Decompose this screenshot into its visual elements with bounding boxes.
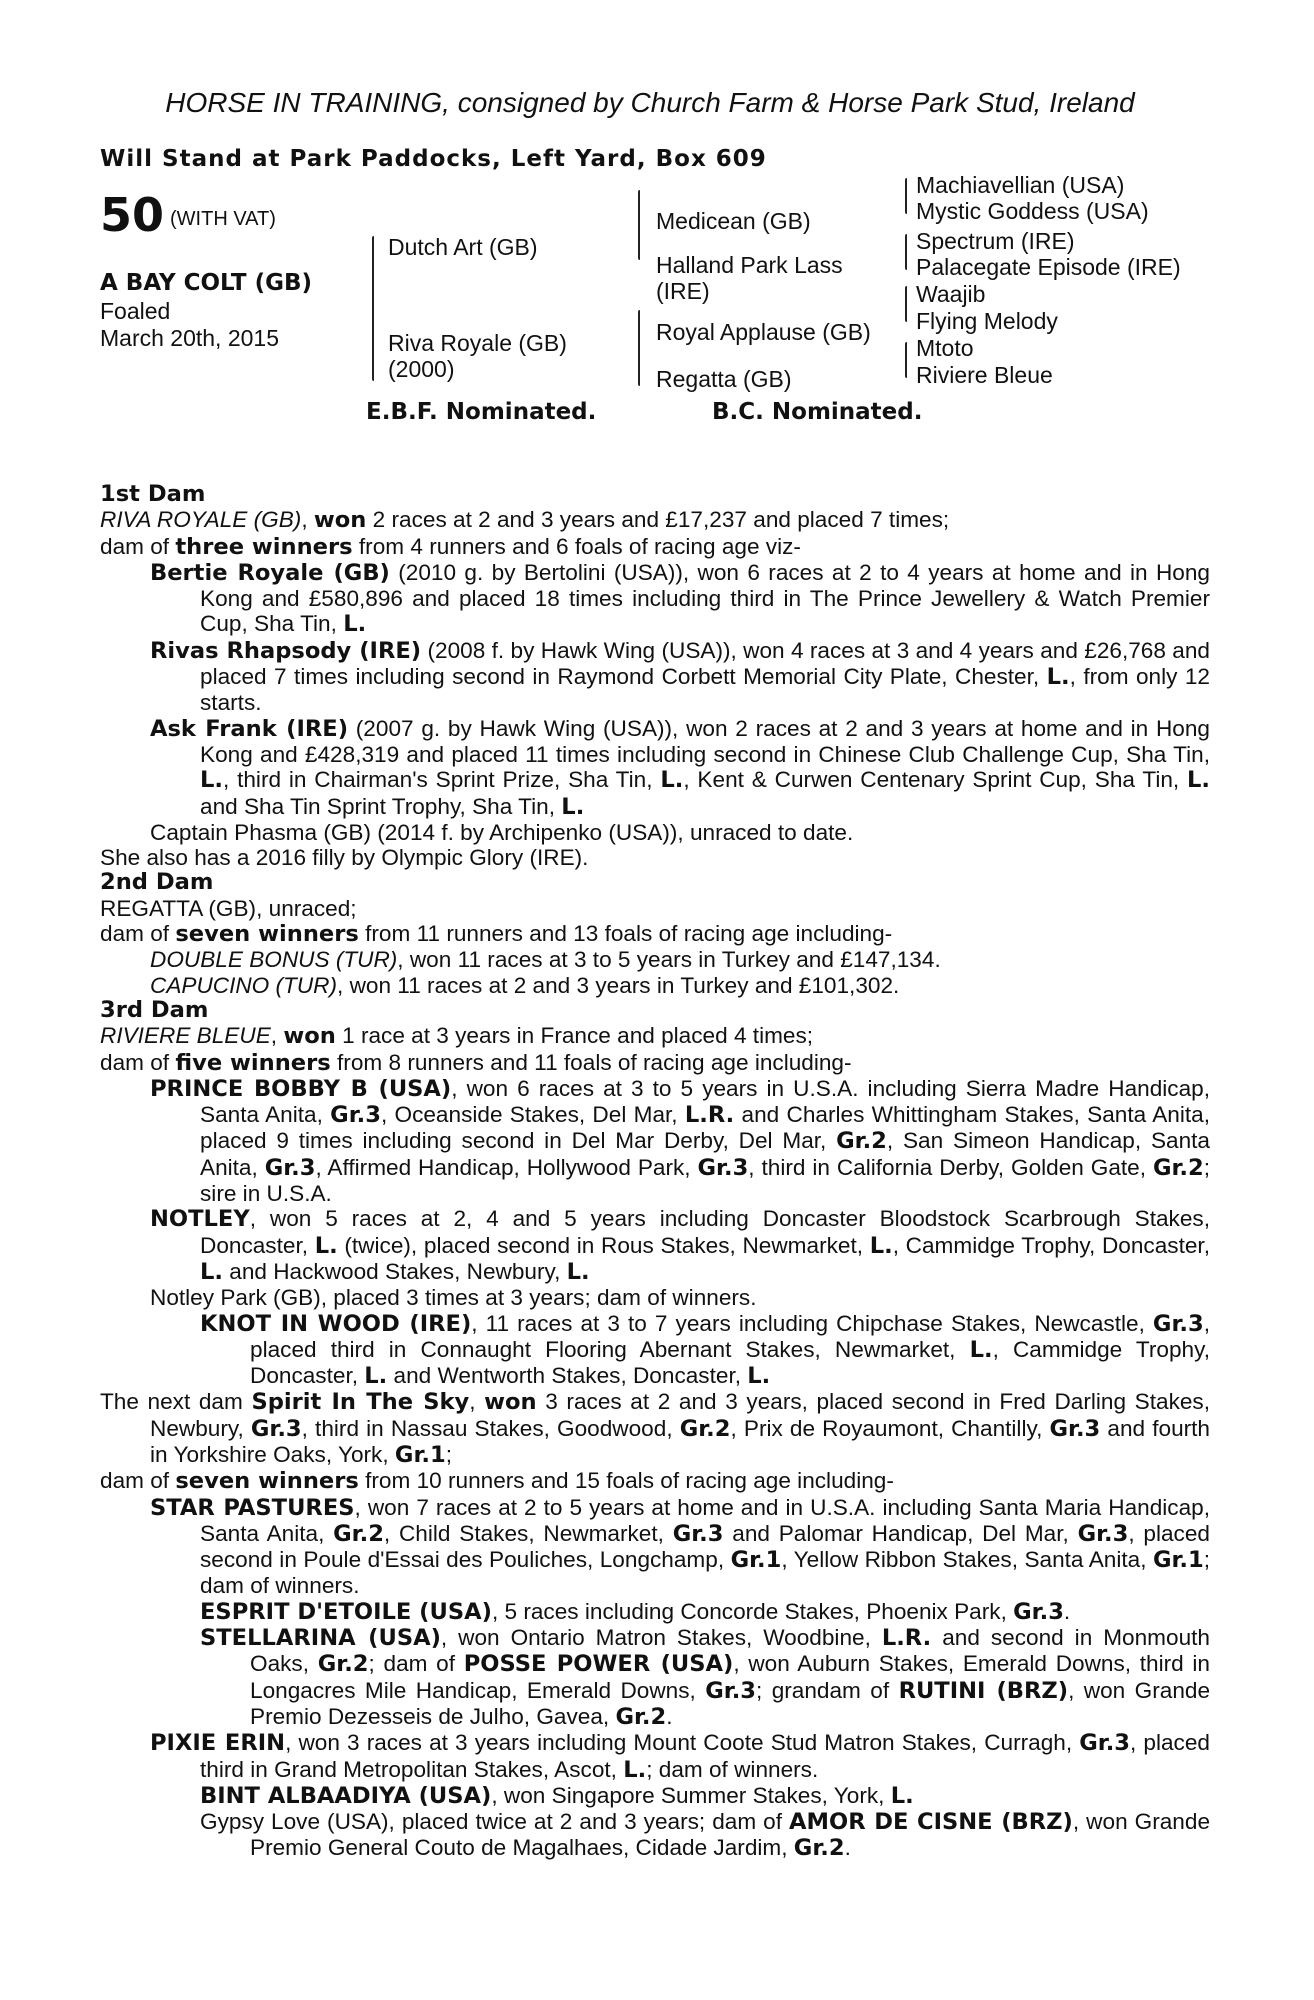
next-dam-produce: dam of seven winners from 10 runners and 15 foals of racing age including-: [100, 1468, 894, 1495]
vat-label: (WITH VAT): [170, 208, 276, 230]
catalogue-page: [100, 86, 1210, 1862]
stand-location: Will Stand at Park Paddocks, Left Yard, Box 609: [100, 146, 767, 172]
page-title: HORSE IN TRAINING, consigned by Church Farm & Horse Park Stud, Ireland: [165, 87, 1135, 118]
first-dam-heading: 1st Dam: [100, 481, 206, 507]
dam-parents-bracket: [638, 310, 640, 386]
gg-4: Palacegate Episode (IRE): [916, 254, 1181, 280]
foaled-label: Foaled: [100, 298, 171, 324]
gg-6: Flying Melody: [916, 308, 1058, 334]
list-item: Gypsy Love (USA), placed twice at 2 and 3 years; dam of AMOR DE CISNE (BRZ), won Grande Premio General Couto de Magalhaes, Cidade Jardim, Gr.2.: [200, 1809, 1211, 1862]
gg-7: Mtoto: [916, 335, 974, 361]
first-dam-produce: dam of three winners from 4 runners and 6 foals of racing age viz-: [100, 533, 801, 560]
lot-number: 50: [100, 188, 165, 242]
gg-3: Spectrum (IRE): [916, 228, 1075, 254]
dam-dam: Regatta (GB): [656, 366, 792, 392]
gg-8: Riviere Bleue: [916, 362, 1053, 388]
bracket-3: [905, 286, 907, 322]
list-item: Notley Park (GB), placed 3 times at 3 years; dam of winners.: [150, 1285, 757, 1311]
foaled-date: March 20th, 2015: [100, 325, 280, 351]
gg-1: Machiavellian (USA): [916, 172, 1125, 198]
first-dam-line: RIVA ROYALE (GB), won 2 races at 2 and 3 years and £17,237 and placed 7 times;: [100, 507, 950, 534]
lot-number-line: [100, 188, 276, 242]
list-item: CAPUCINO (TUR), won 11 races at 2 and 3 years in Turkey and £101,302.: [150, 972, 900, 998]
produce-record: [100, 482, 1210, 1862]
dam: Riva Royale (GB): [388, 330, 567, 356]
list-item: DOUBLE BONUS (TUR), won 11 races at 3 to 5 years in Turkey and £147,134.: [150, 947, 941, 973]
sire-dam-bracket: [372, 236, 374, 381]
list-item: Bertie Royale (GB) (2010 g. by Bertolini (USA)), won 6 races at 2 to 4 years at home and in Hong Kong and £580,896 and placed 18 times including third in The Prince Jewellery & Watch Premier Cup, Sha Tin, L.: [150, 559, 1211, 638]
bc-nominated: B.C. Nominated.: [712, 399, 923, 425]
bracket-4: [905, 342, 907, 378]
filly-note: She also has a 2016 filly by Olympic Glory (IRE).: [100, 845, 589, 871]
dam-year: (2000): [388, 356, 455, 382]
sire-parents-bracket: [638, 190, 640, 260]
list-item: Rivas Rhapsody (IRE) (2008 f. by Hawk Wing (USA)), won 4 races at 3 and 4 years and £26,768 and placed 7 times including second in Raymond Corbett Memorial City Plate, Chester, L., from only 12 starts.: [150, 637, 1210, 716]
gg-5: Waajib: [916, 281, 986, 307]
sire-dam: Halland Park Lass: [656, 252, 843, 278]
gg-2: Mystic Goddess (USA): [916, 198, 1149, 224]
list-item: STAR PASTURES, won 7 races at 2 to 5 years at home and in U.S.A. including Santa Maria Handicap, Santa Anita, Gr.2, Child Stakes, Newmarket, Gr.3 and Palomar Handicap, Del Mar, Gr.3, placed second in Poule d'Essai des Pouliches, Longchamp, Gr.1, Yellow Ribbon Stakes, Santa Anita, Gr.1; dam of winners.: [150, 1494, 1210, 1599]
horse-name: A BAY COLT (GB): [100, 270, 313, 296]
list-item: ESPRIT D'ETOILE (USA), 5 races including Concorde Stakes, Phoenix Park, Gr.3.: [200, 1598, 1071, 1625]
bracket-2: [905, 234, 907, 270]
list-item: PIXIE ERIN, won 3 races at 3 years including Mount Coote Stud Matron Stakes, Curragh, Gr.3, placed third in Grand Metropolitan Stakes, Ascot, L.; dam of winners.: [150, 1730, 1210, 1783]
bracket-1: [905, 178, 907, 214]
list-item: STELLARINA (USA), won Ontario Matron Stakes, Woodbine, L.R. and second in Monmouth Oaks, Gr.2; dam of POSSE POWER (USA), won Auburn Stakes, Emerald Downs, third in Longacres Mile Handicap, Emerald Downs, Gr.3; grandam of RUTINI (BRZ), won Grande Premio Dezesseis de Julho, Gavea, Gr.2.: [200, 1625, 1211, 1730]
sire-sire: Medicean (GB): [656, 208, 811, 234]
second-dam-produce: dam of seven winners from 11 runners and 13 foals of racing age including-: [100, 921, 893, 948]
third-dam-line: RIVIERE BLEUE, won 1 race at 3 years in France and placed 4 times;: [100, 1023, 814, 1050]
list-item: KNOT IN WOOD (IRE), 11 races at 3 to 7 years including Chipchase Stakes, Newcastle, Gr.3, placed third in Connaught Flooring Abernant Stakes, Newmarket, L., Cammidge Trophy, Doncaster, L. and Wentworth Stakes, Doncaster, L.: [200, 1310, 1210, 1390]
list-item: BINT ALBAADIYA (USA), won Singapore Summer Stakes, York, L.: [200, 1782, 914, 1809]
list-item: Captain Phasma (GB) (2014 f. by Archipenko (USA)), unraced to date.: [150, 819, 854, 845]
next-dam-line: The next dam Spirit In The Sky, won 3 races at 2 and 3 years, placed second in Fred Darling Stakes, Newbury, Gr.3, third in Nassau Stakes, Goodwood, Gr.2, Prix de Royaumont, Chantilly, Gr.3 and fourth in Yorkshire Oaks, York, Gr.1;: [100, 1389, 1211, 1468]
sire-dam-suffix: (IRE): [656, 278, 710, 304]
pedigree-table: [100, 172, 1210, 482]
list-item: Ask Frank (IRE) (2007 g. by Hawk Wing (USA)), won 2 races at 2 and 3 years at home and in Hong Kong and £428,319 and placed 11 times including second in Chinese Club Challenge Cup, Sha Tin, L., third in Chairman's Sprint Prize, Sha Tin, L., Kent & Curwen Centenary Sprint Cup, Sha Tin, L. and Sha Tin Sprint Trophy, Sha Tin, L.: [150, 715, 1211, 820]
second-dam-line: REGATTA (GB), unraced;: [100, 895, 357, 921]
sire: Dutch Art (GB): [388, 234, 538, 260]
third-dam-produce: dam of five winners from 8 runners and 11 foals of racing age including-: [100, 1049, 852, 1076]
list-item: NOTLEY, won 5 races at 2, 4 and 5 years including Doncaster Bloodstock Scarbrough Stakes, Doncaster, L. (twice), placed second in Rous Stakes, Newmarket, L., Cammidge Trophy, Doncaster, L. and Hackwood Stakes, Newbury, L.: [150, 1206, 1210, 1285]
list-item: PRINCE BOBBY B (USA), won 6 races at 3 to 5 years in U.S.A. including Sierra Madre Handicap, Santa Anita, Gr.3, Oceanside Stakes, Del Mar, L.R. and Charles Whittingham Stakes, Santa Anita, placed 9 times including second in Del Mar Derby, Del Mar, Gr.2, San Simeon Handicap, Santa Anita, Gr.3, Affirmed Handicap, Hollywood Park, Gr.3, third in California Derby, Golden Gate, Gr.2; sire in U.S.A.: [150, 1075, 1211, 1207]
second-dam-heading: 2nd Dam: [100, 869, 214, 896]
ebf-nominated: E.B.F. Nominated.: [366, 399, 597, 425]
dam-sire: Royal Applause (GB): [656, 319, 871, 345]
third-dam-heading: 3rd Dam: [100, 996, 209, 1023]
